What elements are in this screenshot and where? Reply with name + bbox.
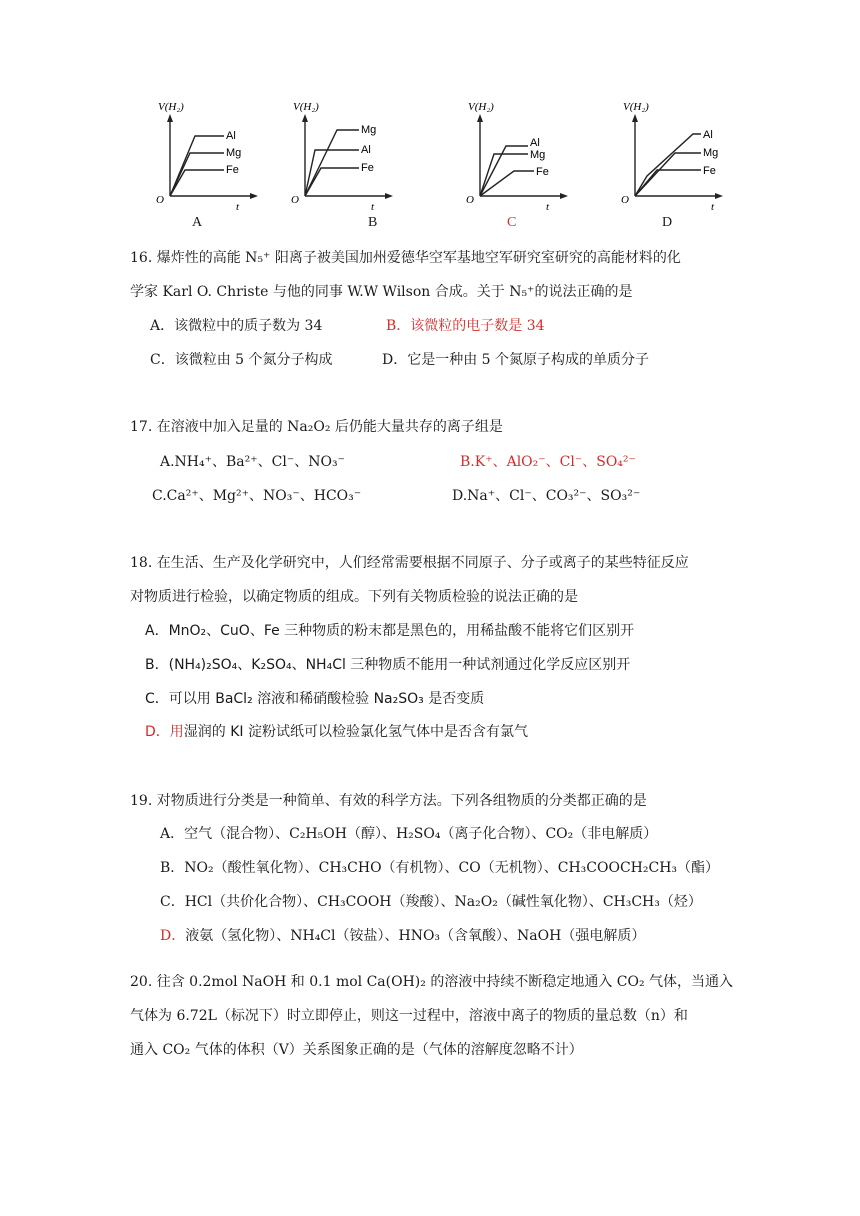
q19-option-b: B．NO₂（酸性氧化物）、CH₃CHO（有机物）、CO（无机物）、CH₃COOCH₂CH₃（酯） xyxy=(160,860,720,876)
y-axis-label: V(H₂) xyxy=(293,101,319,113)
q17-option-c: C.Ca²⁺、Mg²⁺、NO₃⁻、HCO₃⁻ xyxy=(152,488,362,504)
graph-c xyxy=(450,96,580,213)
series-label: Fe xyxy=(536,166,549,178)
graph-label-a: A xyxy=(192,215,203,230)
q18-option-d xyxy=(145,721,528,741)
q17-option-d: D.Na⁺、Cl⁻、CO₃²⁻、SO₃²⁻ xyxy=(452,488,641,504)
graph-b xyxy=(275,96,405,213)
q18-option-a: A．MnO₂、CuO、Fe 三种物质的粉末都是黑色的，用稀盐酸不能将它们区别开 xyxy=(145,623,635,639)
graph-label-d: D xyxy=(662,215,673,230)
q18-stem-line1: 18. 在生活、生产及化学研究中，人们经常需要根据不同原子、分子或离子的某些特征反应 xyxy=(130,555,689,571)
series-label: Al xyxy=(530,137,540,149)
q16-option-a: A．该微粒中的质子数为 34 xyxy=(150,318,323,334)
series-label: Mg xyxy=(361,124,377,136)
x-axis-label: t xyxy=(236,201,240,213)
x-axis-label: t xyxy=(371,201,375,213)
q18-stem-line2: 对物质进行检验，以确定物质的组成。下列有关物质检验的说法正确的是 xyxy=(130,589,578,605)
q19-option-a: A．空气（混合物）、C₂H₅OH（醇）、H₂SO₄（离子化合物）、CO₂（非电解质） xyxy=(160,826,658,842)
series-label: Mg xyxy=(530,149,546,161)
origin-label: O xyxy=(291,194,299,206)
y-axis-label: V(H₂) xyxy=(158,101,184,113)
series-label: Al xyxy=(226,130,236,142)
q19-stem: 19. 对物质进行分类是一种简单、有效的科学方法。下列各组物质的分类都正确的是 xyxy=(130,793,647,809)
q17-option-b-text: B.K⁺、AlO₂⁻、Cl⁻、SO₄²⁻ xyxy=(460,454,636,470)
q19-option-d xyxy=(160,925,645,945)
x-axis-label: t xyxy=(711,201,715,213)
series-label: Mg xyxy=(703,147,719,159)
origin-label: O xyxy=(466,194,474,206)
series-label: Fe xyxy=(703,165,716,177)
q17-option-b xyxy=(460,451,636,471)
graph-label-c: C xyxy=(507,215,517,230)
series-label: Mg xyxy=(226,147,242,159)
origin-label: O xyxy=(156,194,164,206)
q17-stem: 17. 在溶液中加入足量的 Na₂O₂ 后仍能大量共存的离子组是 xyxy=(130,419,503,435)
q16-option-d: D．它是一种由 5 个氮原子构成的单质分子 xyxy=(382,352,650,368)
x-axis-label: t xyxy=(546,201,550,213)
q19-option-d-prefix: D． xyxy=(160,928,186,944)
q20-stem-line1: 20. 往含 0.2mol NaOH 和 0.1 mol Ca(OH)₂ 的溶液中持续不断稳定地通入 CO₂ 气体，当通入 xyxy=(130,974,734,990)
origin-label: O xyxy=(621,194,629,206)
q16-option-c: C．该微粒由 5 个氮分子构成 xyxy=(150,352,333,368)
q18-option-d-text: 湿润的 KI 淀粉试纸可以检验氯化氢气体中是否含有氯气 xyxy=(183,724,528,740)
y-axis-label: V(H₂) xyxy=(623,101,649,113)
series-label: Fe xyxy=(226,164,239,176)
q20-stem-line3: 通入 CO₂ 气体的体积（V）关系图象正确的是（气体的溶解度忽略不计） xyxy=(130,1042,583,1058)
series-label: Al xyxy=(703,129,713,141)
q18-option-b: B．(NH₄)₂SO₄、K₂SO₄、NH₄Cl 三种物质不能用一种试剂通过化学反应区别开 xyxy=(145,657,631,673)
q19-option-c: C．HCl（共价化合物）、CH₃COOH（羧酸）、Na₂O₂（碱性氧化物）、CH₃CH₃（烃） xyxy=(160,894,702,910)
series-label: Al xyxy=(361,144,371,156)
q20-stem-line2: 气体为 6.72L（标况下）时立即停止，则这一过程中，溶液中离子的物质的量总数（n）和 xyxy=(130,1008,688,1024)
q16-stem-line2: 学家 Karl O. Christe 与他的同事 W.W Wilson 合成。关于 N₅⁺的说法正确的是 xyxy=(130,284,633,300)
graph-d xyxy=(605,96,735,213)
q17-option-a: A.NH₄⁺、Ba²⁺、Cl⁻、NO₃⁻ xyxy=(160,454,345,470)
q16-stem-line1: 16. 爆炸性的高能 N₅⁺ 阳离子被美国加州爱德华空军基地空军研究室研究的高能材料的化 xyxy=(130,250,681,266)
graph-label-b: B xyxy=(368,215,378,230)
q18-option-d-prefix: D．用 xyxy=(145,724,184,740)
series-label: Fe xyxy=(361,162,374,174)
graph-a xyxy=(140,96,270,213)
q19-option-d-text: 液氨（氢化物）、NH₄Cl（铵盐）、HNO₃（含氧酸）、NaOH（强电解质） xyxy=(185,928,646,944)
q16-option-b: B．该微粒的电子数是 34 xyxy=(386,318,545,334)
q18-option-c: C．可以用 BaCl₂ 溶液和稀硝酸检验 Na₂SO₃ 是否变质 xyxy=(145,691,485,707)
y-axis-label: V(H₂) xyxy=(468,101,494,113)
